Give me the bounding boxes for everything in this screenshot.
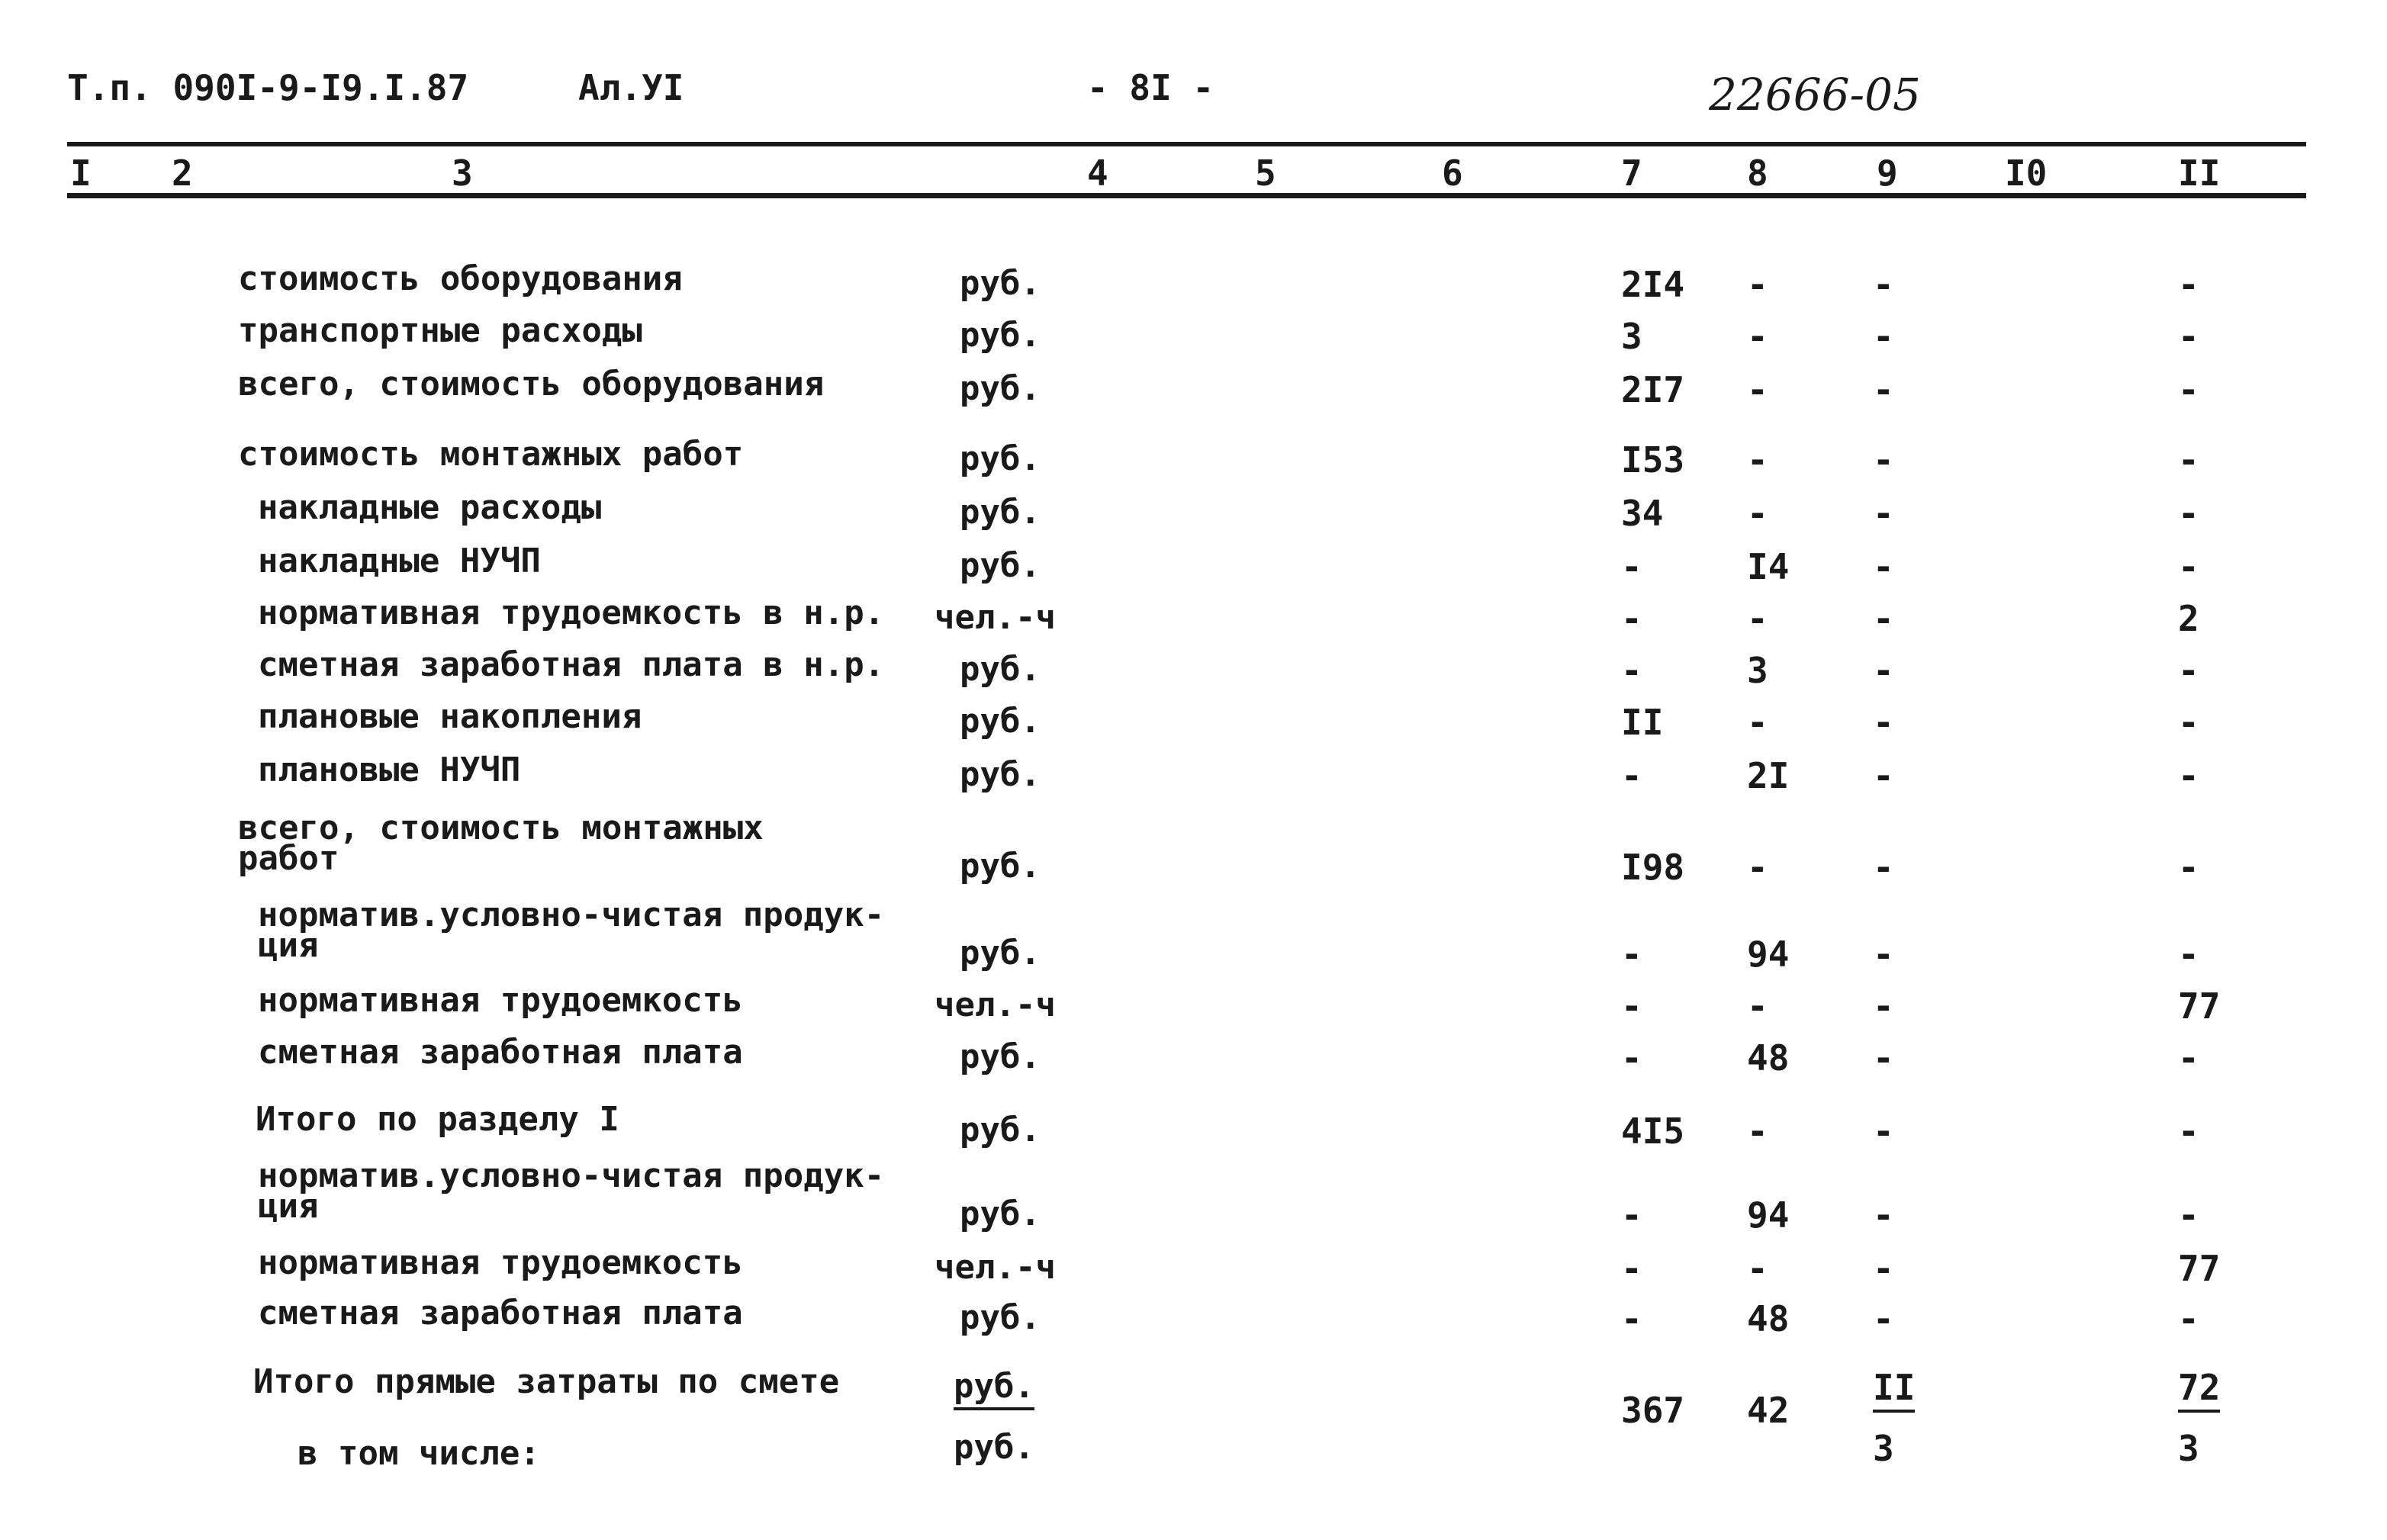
- column-number-6: 6: [1442, 153, 1463, 194]
- totals-col11-top-text: 72: [2178, 1367, 2220, 1413]
- row-name: плановые накопления: [258, 697, 642, 736]
- row-unit: руб.: [960, 1194, 1041, 1233]
- totals-value-col11-bottom: 3: [2178, 1428, 2199, 1469]
- row-unit: руб.: [960, 934, 1041, 973]
- row-unit: руб.: [960, 493, 1041, 532]
- row-value-col7: 34: [1621, 493, 1664, 534]
- row-value-col11: 77: [2178, 985, 2221, 1027]
- row-value-col8: -: [1747, 1111, 1768, 1152]
- row-value-col9: -: [1873, 493, 1894, 534]
- row-value-col11: -: [2178, 1037, 2199, 1079]
- row-unit: руб.: [960, 546, 1041, 585]
- row-value-col7: II: [1621, 702, 1664, 743]
- column-number-7: 7: [1621, 153, 1642, 194]
- row-value-col11: -: [2178, 546, 2199, 587]
- column-number-8: 8: [1747, 153, 1768, 194]
- row-value-col8: -: [1747, 847, 1768, 888]
- row-value-col8: 48: [1747, 1037, 1790, 1079]
- row-value-col8: -: [1747, 702, 1768, 743]
- row-value-col7: -: [1621, 985, 1642, 1027]
- row-value-col8: -: [1747, 264, 1768, 305]
- row-value-col11: 77: [2178, 1248, 2221, 1289]
- row-value-col9: -: [1873, 934, 1894, 975]
- row-value-col7: -: [1621, 1298, 1642, 1339]
- page-number: - 8I -: [1087, 67, 1214, 108]
- row-name-line2: работ: [238, 839, 339, 878]
- table-row: [0, 981, 2387, 1039]
- table-row: [0, 697, 2387, 755]
- row-value-col8: I4: [1747, 546, 1790, 587]
- row-unit: чел.-ч: [935, 598, 1056, 637]
- row-value-col8: -: [1747, 1248, 1768, 1289]
- row-name-line1: норматив.условно-чистая продук-: [258, 895, 885, 934]
- totals-value-col7: 367: [1621, 1390, 1685, 1431]
- row-value-col11: -: [2178, 755, 2199, 796]
- row-unit: руб.: [960, 439, 1041, 478]
- table-row: [0, 895, 2387, 984]
- row-value-col9: -: [1873, 1298, 1894, 1339]
- row-value-col11: -: [2178, 847, 2199, 888]
- row-value-col11: -: [2178, 369, 2199, 410]
- document-code: Т.п. 090I-9-I9.I.87: [67, 67, 469, 108]
- row-value-col8: -: [1747, 316, 1768, 357]
- row-value-col7: I98: [1621, 847, 1685, 888]
- row-name: всего, стоимость оборудования: [238, 365, 825, 403]
- table-row: [0, 809, 2387, 897]
- totals-value-col9-top: [1873, 1367, 1915, 1408]
- row-value-col9: -: [1873, 598, 1894, 639]
- column-number-2: 2: [172, 153, 193, 194]
- row-value-col7: -: [1621, 546, 1642, 587]
- table-row: [0, 311, 2387, 369]
- table-row: [0, 1033, 2387, 1091]
- row-unit: руб.: [960, 1111, 1041, 1149]
- totals-sub-name: в том числе:: [298, 1434, 540, 1473]
- table-row: [0, 365, 2387, 423]
- stamp-number: 22666-05: [1709, 69, 1921, 121]
- column-number-4: 4: [1087, 153, 1108, 194]
- row-value-col7: 3: [1621, 316, 1642, 357]
- row-value-col9: -: [1873, 702, 1894, 743]
- row-value-col11: -: [2178, 1194, 2199, 1236]
- column-number-1: I: [70, 153, 92, 194]
- row-value-col11: -: [2178, 493, 2199, 534]
- row-value-col9: -: [1873, 650, 1894, 691]
- table-row: [0, 1294, 2387, 1352]
- row-value-col7: 2I7: [1621, 369, 1685, 410]
- row-name: сметная заработная плата в н.р.: [258, 645, 885, 684]
- row-name-line1: всего, стоимость монтажных: [238, 809, 764, 847]
- row-value-col11: -: [2178, 934, 2199, 975]
- row-name: плановые НУЧП: [258, 751, 521, 789]
- row-name: сметная заработная плата: [258, 1294, 743, 1333]
- row-value-col8: -: [1747, 493, 1768, 534]
- row-value-col9: -: [1873, 1248, 1894, 1289]
- table-row: [0, 1156, 2387, 1245]
- row-name: транспортные расходы: [238, 311, 642, 350]
- row-value-col11: -: [2178, 316, 2199, 357]
- row-value-col11: 2: [2178, 598, 2199, 639]
- row-value-col9: -: [1873, 546, 1894, 587]
- row-value-col8: 48: [1747, 1298, 1790, 1339]
- column-number-9: 9: [1877, 153, 1898, 194]
- table-row: [0, 435, 2387, 493]
- row-name: стоимость оборудования: [238, 259, 683, 298]
- totals-row: [0, 1362, 2387, 1489]
- row-value-col8: 94: [1747, 934, 1790, 975]
- row-unit: руб.: [960, 702, 1041, 741]
- totals-name: Итого прямые затраты по смете: [253, 1362, 840, 1401]
- row-value-col7: -: [1621, 1248, 1642, 1289]
- row-value-col8: -: [1747, 369, 1768, 410]
- row-value-col9: -: [1873, 1111, 1894, 1152]
- row-name: нормативная трудоемкость: [258, 1243, 743, 1282]
- row-unit: руб.: [960, 755, 1041, 794]
- row-value-col7: I53: [1621, 439, 1685, 481]
- row-value-col9: -: [1873, 264, 1894, 305]
- totals-col9-top-text: II: [1873, 1367, 1915, 1413]
- row-value-col11: -: [2178, 1298, 2199, 1339]
- row-unit: руб.: [960, 1298, 1041, 1337]
- row-value-col8: -: [1747, 598, 1768, 639]
- row-unit: руб.: [960, 847, 1041, 886]
- totals-value-col11-top: [2178, 1367, 2220, 1408]
- row-name-line2: ция: [258, 926, 319, 965]
- totals-unit: [954, 1367, 1034, 1406]
- totals-value-col8: 42: [1747, 1390, 1790, 1431]
- totals-value-col9-bottom: 3: [1873, 1428, 1894, 1469]
- row-value-col7: -: [1621, 755, 1642, 796]
- column-number-11: II: [2178, 153, 2221, 194]
- row-value-col8: -: [1747, 985, 1768, 1027]
- row-value-col9: -: [1873, 439, 1894, 481]
- row-value-col9: -: [1873, 369, 1894, 410]
- row-unit: руб.: [960, 650, 1041, 689]
- row-name: нормативная трудоемкость в н.р.: [258, 593, 885, 632]
- row-value-col7: 2I4: [1621, 264, 1685, 305]
- row-value-col7: -: [1621, 1037, 1642, 1079]
- header-top-line: [67, 142, 2306, 146]
- row-name: Итого по разделу I: [256, 1100, 619, 1139]
- header-bottom-line: [67, 193, 2306, 198]
- row-value-col8: 3: [1747, 650, 1768, 691]
- row-unit: руб.: [960, 1037, 1041, 1076]
- table-row: [0, 593, 2387, 651]
- row-value-col7: -: [1621, 934, 1642, 975]
- totals-sub-unit: руб.: [954, 1428, 1034, 1467]
- column-number-10: I0: [2005, 153, 2048, 194]
- row-unit: руб.: [960, 369, 1041, 408]
- column-number-5: 5: [1255, 153, 1276, 194]
- row-name: сметная заработная плата: [258, 1033, 743, 1072]
- row-value-col7: 4I5: [1621, 1111, 1685, 1152]
- row-name-line2: ция: [258, 1187, 319, 1226]
- table-row: [0, 1100, 2387, 1158]
- row-value-col9: -: [1873, 985, 1894, 1027]
- row-unit: чел.-ч: [935, 1248, 1056, 1287]
- album-label: Ал.УI: [578, 67, 684, 108]
- row-unit: чел.-ч: [935, 985, 1056, 1024]
- row-value-col8: 94: [1747, 1194, 1790, 1236]
- table-row: [0, 259, 2387, 317]
- row-unit: руб.: [960, 316, 1041, 355]
- row-name: нормативная трудоемкость: [258, 981, 743, 1020]
- row-name: накладные НУЧП: [258, 542, 541, 580]
- table-row: [0, 751, 2387, 809]
- row-value-col8: 2I: [1747, 755, 1790, 796]
- row-value-col11: -: [2178, 439, 2199, 481]
- totals-unit-text: руб.: [954, 1367, 1034, 1410]
- row-value-col9: -: [1873, 316, 1894, 357]
- row-value-col9: -: [1873, 1037, 1894, 1079]
- row-value-col9: -: [1873, 1194, 1894, 1236]
- row-unit: руб.: [960, 264, 1041, 303]
- table-row: [0, 542, 2387, 600]
- row-value-col11: -: [2178, 702, 2199, 743]
- row-value-col9: -: [1873, 755, 1894, 796]
- table-row: [0, 488, 2387, 546]
- row-value-col8: -: [1747, 439, 1768, 481]
- row-value-col11: -: [2178, 264, 2199, 305]
- row-name-line1: норматив.условно-чистая продук-: [258, 1156, 885, 1195]
- row-value-col7: -: [1621, 598, 1642, 639]
- row-value-col11: -: [2178, 1111, 2199, 1152]
- row-value-col7: -: [1621, 650, 1642, 691]
- row-name: накладные расходы: [258, 488, 602, 527]
- table-row: [0, 645, 2387, 703]
- row-value-col7: -: [1621, 1194, 1642, 1236]
- column-number-3: 3: [452, 153, 473, 194]
- row-name: стоимость монтажных работ: [238, 435, 744, 474]
- row-value-col9: -: [1873, 847, 1894, 888]
- row-value-col11: -: [2178, 650, 2199, 691]
